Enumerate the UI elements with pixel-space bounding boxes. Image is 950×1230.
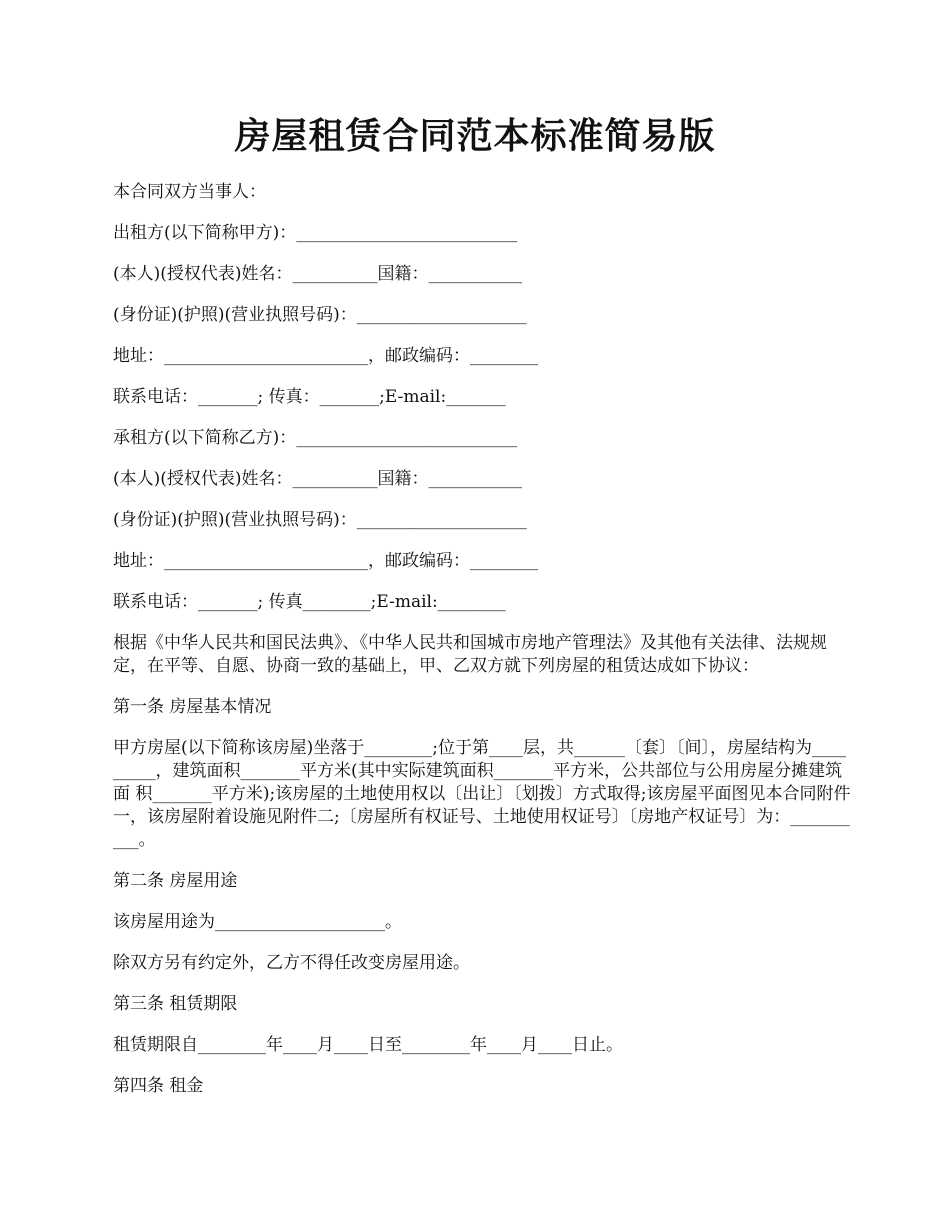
lessee-contact: 联系电话：_______; 传真________;E-mail:________ <box>113 592 506 612</box>
article-1-heading: 第一条 房屋基本情况 <box>113 697 272 717</box>
parties-intro: 本合同双方当事人： <box>113 182 266 202</box>
lessee-address: 地址：________________________，邮政编码：________ <box>113 551 538 571</box>
lessor-id-number: (身份证)(护照)(营业执照号码)：____________________ <box>113 305 527 325</box>
lessee-name-nationality: (本人)(授权代表)姓名：__________国籍：___________ <box>113 469 523 489</box>
article-1-body: 甲方房屋(以下简称该房屋)坐落于________;位于第____层，共______〔套〕〔间〕，房屋结构为_________，建筑面积_______平方米(其中实际建筑面积_______平方米，公共部位与公用房屋分摊建筑面 积_______平方米);该房屋的土地使用权以〔出让〕〔划拨〕方式取得;该房屋平面图见本合同附件一，该房屋附着设施见附件二;〔房屋所有权证号、土地使用权证号〕〔房地产权证号〕为：__________。 <box>113 738 851 850</box>
lessee-line: 承租方(以下简称乙方)：__________________________ <box>113 428 518 448</box>
article-2-usage: 该房屋用途为____________________。 <box>113 912 402 932</box>
document-body <box>113 181 853 1116</box>
lessor-line: 出租方(以下简称甲方)：__________________________ <box>113 223 518 243</box>
article-3-heading: 第三条 租赁期限 <box>113 994 238 1014</box>
article-2-restriction: 除双方另有约定外，乙方不得任改变房屋用途。 <box>113 953 470 973</box>
lessor-name-nationality: (本人)(授权代表)姓名：__________国籍：___________ <box>113 264 523 284</box>
lessor-address: 地址：________________________，邮政编码：________ <box>113 346 538 366</box>
lessor-contact: 联系电话：_______; 传真：_______;E-mail:_______ <box>113 387 506 407</box>
article-4-heading: 第四条 租金 <box>113 1076 204 1096</box>
lessee-id-number: (身份证)(护照)(营业执照号码)：____________________ <box>113 510 527 530</box>
article-2-heading: 第二条 房屋用途 <box>113 871 238 891</box>
document-title: 房屋租赁合同范本标准简易版 <box>234 115 716 157</box>
legal-basis-paragraph: 根据《中华人民共和国民法典》、《中华人民共和国城市房地产管理法》及其他有关法律、法规规定，在平等、自愿、协商一致的基础上，甲、乙双方就下列房屋的租赁达成如下协议： <box>113 633 827 676</box>
article-3-term: 租赁期限自________年____月____日至________年____月____日止。 <box>113 1035 623 1055</box>
